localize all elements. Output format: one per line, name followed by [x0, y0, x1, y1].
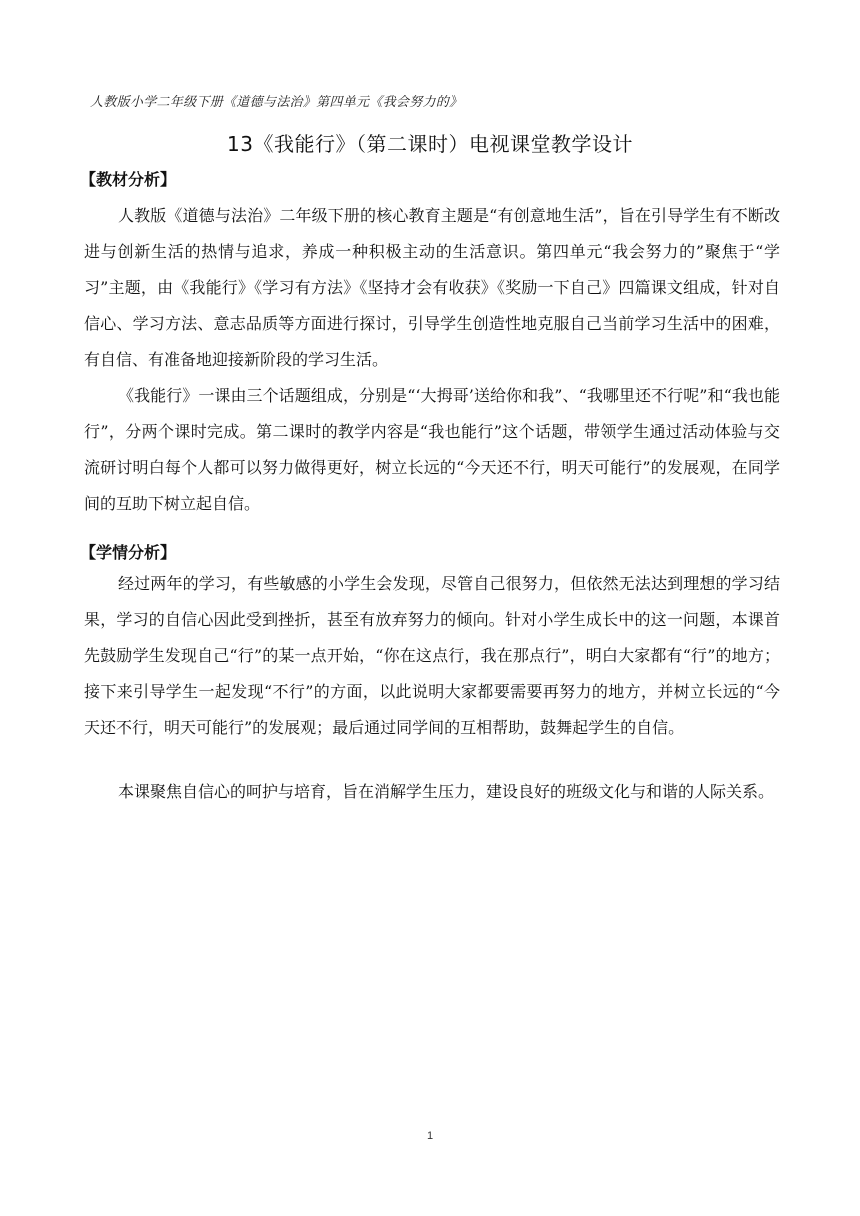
document-title: 13《我能行》（第二课时）电视课堂教学设计	[227, 132, 633, 156]
page-number: 1	[426, 1130, 434, 1142]
textbook-analysis-paragraph-2: 《我能行》一课由三个话题组成，分别是“‘大拇哥’送给你和我”、“我哪里还不行呢”和“我也能行”，分两个课时完成。第二课时的教学内容是“我也能行”这个话题，带领学生通过活动体验与交流研讨明白每个人都可以努力做得更好，树立长远的“今天还不行，明天可能行”的发展观，在同学间的互助下树立起自信。	[84, 386, 780, 513]
student-analysis-paragraph-2: 本课聚焦自信心的呵护与培育，旨在消解学生压力，建设良好的班级文化与和谐的人际关系。	[118, 782, 775, 801]
student-analysis-paragraph-1: 经过两年的学习，有些敏感的小学生会发现，尽管自己很努力，但依然无法达到理想的学习结果，学习的自信心因此受到挫折，甚至有放弃努力的倾向。针对小学生成长中的这一问题，本课首先鼓励学生发现自己“行”的某一点开始，“你在这点行，我在那点行”，明白大家都有“行”的地方；接下来引导学生一起发现“不行”的方面，以此说明大家都要需要再努力的地方，并树立长远的“今天还不行，明天可能行”的发展观；最后通过同学间的互相帮助，鼓舞起学生的自信。	[84, 574, 780, 737]
series-header: 人教版小学二年级下册《道德与法治》第四单元《我会努力的》	[90, 95, 463, 110]
section-heading-textbook-analysis: 【教材分析】	[80, 170, 177, 189]
section-heading-student-analysis: 【学情分析】	[80, 543, 177, 562]
textbook-analysis-paragraph-1: 人教版《道德与法治》二年级下册的核心教育主题是“有创意地生活”，旨在引导学生有不断改进与创新生活的热情与追求，养成一种积极主动的生活意识。第四单元“我会努力的”聚焦于“学习”主题，由《我能行》《学习有方法》《坚持才会有收获》《奖励一下自己》四篇课文组成，针对自信心、学习方法、意志品质等方面进行探讨，引导学生创造性地克服自己当前学习生活中的困难，有自信、有准备地迎接新阶段的学习生活。	[84, 206, 780, 369]
